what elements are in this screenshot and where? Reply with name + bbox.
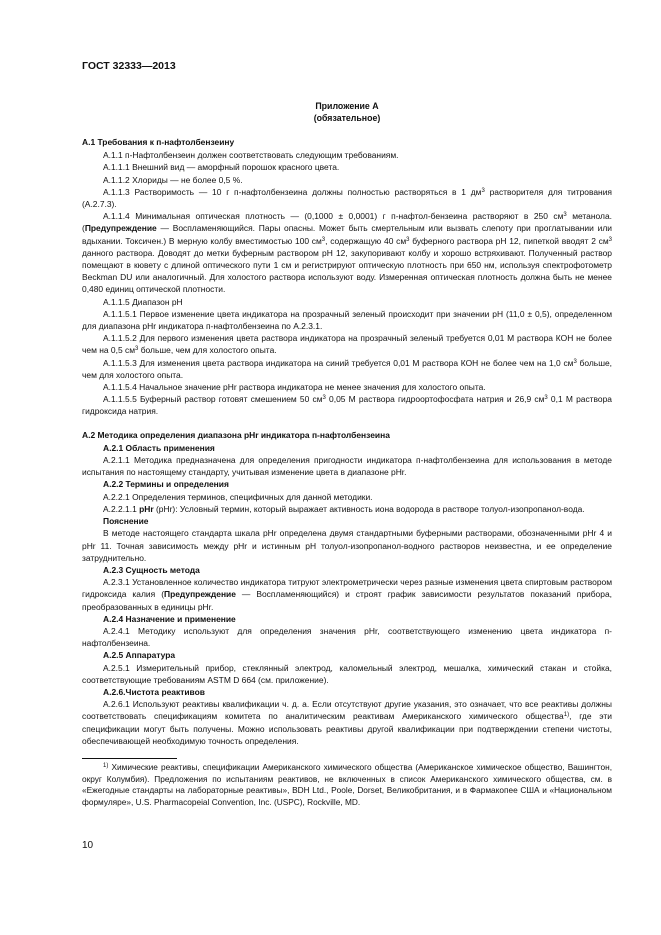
paragraph: А.1.1.5 Диапазон pH [103, 296, 183, 307]
paragraph: А.2.4.1 Методику используют для определения значения pHr, соответствующего изменению цвета индикатора п-нафтолбензеина. [82, 625, 612, 649]
paragraph: А.1.1.5.4 Начальное значение pHr раствора индикатора не менее значения для холостого опыта. [103, 382, 486, 393]
note-heading: Пояснение [103, 516, 149, 527]
subsection-heading: А.2.2 Термины и определения [103, 479, 229, 490]
subsection-heading: А.2.5 Аппаратура [103, 650, 176, 661]
subsection-heading: А.2.3 Сущность метода [103, 564, 200, 575]
paragraph: А.2.2.1.1 pHr (pHr): Условный термин, который выражает активность иона водорода в растворе толуол-изопропанол-вода. [103, 503, 585, 514]
appendix-title: Приложение А [315, 101, 379, 111]
document-header: ГОСТ 32333—2013 [82, 60, 176, 72]
subsection-heading: А.2.6.Чистота реактивов [103, 686, 205, 697]
paragraph: А.1.1.5.3 Для изменения цвета раствора индикатора на синий требуется 0,01 М раствора КОН не более чем на 1,0 $см^3$ больше, чем для холостого опыта. [82, 357, 613, 380]
paragraph: А.2.3.1 Установленное количество индикатора титруют электрометрически через разные изменения цвета спиртовым раствором гидроксида калия (Предупреждение — Воспламеняющийся) и строят график зависимости результатов показаний прибора, преобразованных в единицы pHr. [82, 577, 612, 612]
paragraph: А.1.1.5.1 Первое изменение цвета индикатора на прозрачный зеленый происходит при значении pH (11,0 ± 0,5), определенном для диапазона pHr индикатора п-нафтолбензеина по А.2.3.1. [82, 308, 612, 332]
paragraph: А.1.1.1 Внешний вид — аморфный порошок красного цвета. [103, 162, 340, 173]
paragraph: В методе настоящего стандарта шкала pHr определена двумя стандартными буферными растворами, обозначенными pHr 4 и pHr 11. Точная зависимость между pHr и истинным pH толуол-изопропанол-водного растворов неизвестна, и ее определение затруднительно. [82, 528, 612, 563]
paragraph: А.2.1.1 Методика предназначена для определения пригодности индикатора п-нафтолбензеина для использования в методе испытания по настоящему стандарту, учитывая изменение цвета в диапазоне pHr. [82, 455, 612, 478]
paragraph: А.2.2.1 Определения терминов, специфичных для данной методики. [103, 491, 373, 502]
paragraph: А.1.1.3 Растворимость — 10 г п-нафтолбензеина должны полностью растворяться в 1 $дм^3$ растворителя для титрования (А.2.7.3). [82, 186, 612, 210]
footnote: $^{1)}$ Химические реактивы, спецификации Американского химического общества (Американское химическое общество, Вашингтон, округ Колумбия). Предложения по испытаниям реактивов, не включенных в список Американского химического общества, см. в «Ежегодные стандарты на лабораторные реактивы», BDH Ltd., Poole, Dorset, Великобритания, и в Фармакопее США и «Национальном формуляре», U.S. Pharmacopeial Convention, Inc. (USPC), Rockville, MD. [82, 761, 612, 807]
paragraph: А.1.1.2 Хлориды — не более 0,5 %. [103, 174, 243, 185]
paragraph: А.1.1 п-Нафтолбензеин должен соответствовать следующим требованиям. [103, 150, 399, 161]
appendix-subtitle: (обязательное) [313, 113, 381, 123]
paragraph: А.2.5.1 Измерительный прибор, стеклянный электрод, каломельный электрод, мешалка, химический стакан и стойка, соответствующие требованиям ASTM D 664 (см. приложение). [82, 662, 612, 685]
paragraph: А.2.6.1 Используют реактивы квалификации ч. д. а. Если отсутствуют другие указания, это означает, что все реактивы должны соответствовать спецификациям комитета по аналитическим реактивам Американского химического общества$^{1)}$, где эти спецификации могут быть получены. Можно использовать реактивы другой квалификации при подтверждении степени чистоты, обеспечивающей необходимую точность определения. [82, 699, 612, 746]
page-number: 10 [82, 840, 94, 851]
section-a2-heading: А.2 Методика определения диапазона pHr индикатора п-нафтолбензеина [82, 429, 390, 440]
document-page [82, 60, 612, 808]
paragraph: А.1.1.5.2 Для первого изменения цвета раствора индикатора на прозрачный зеленый требуется 0,01 М раствора КОН не более чем на 0,5 $см^3$ больше, чем для холостого опыта. [82, 333, 612, 356]
subsection-heading: А.2.4 Назначение и применение [103, 613, 236, 624]
section-a1-heading: А.1 Требования к п-нафтолбензеину [82, 137, 235, 147]
paragraph: А.1.1.4 Минимальная оптическая плотность — (0,1000 ± 0,0001) г п-нафтол-бензеина растворяют в 250 $см^3$ метанола. (Предупреждение — Воспламеняющийся. Пары опасны. Может быть смертельным или вызвать слепоту при проглатывании или вдыхании. Токсичен.) В мерную колбу вместимостью 100 $см^3$, содержащую 40 $см^3$ буферного раствора pH 12, пипеткой вводят 2 $см^3$ данного раствора. Доводят до метки буферным раствором pH 12, закупоривают колбу и хорошо встряхивают. Полученный раствор помещают в кювету с длиной оптического пути 1 см и регистрируют оптическую плотность при 650 нм, используя спектрофотометр Beckman DU или аналогичный. Для холостого раствора используют воду. Измеренная оптическая плотность должна быть не менее 0,480 единиц оптической плотности. [82, 211, 612, 295]
paragraph: А.1.1.5.5 Буферный раствор готовят смешением 50 $см^3$ 0,05 М раствора гидроортофосфата натрия и 26,9 $см^3$ 0,1 М раствора гидроксида натрия. [82, 394, 612, 417]
subsection-heading: А.2.1 Область применения [103, 442, 215, 453]
footnote-separator [82, 758, 177, 759]
footnote-mark: 1) [103, 762, 109, 769]
